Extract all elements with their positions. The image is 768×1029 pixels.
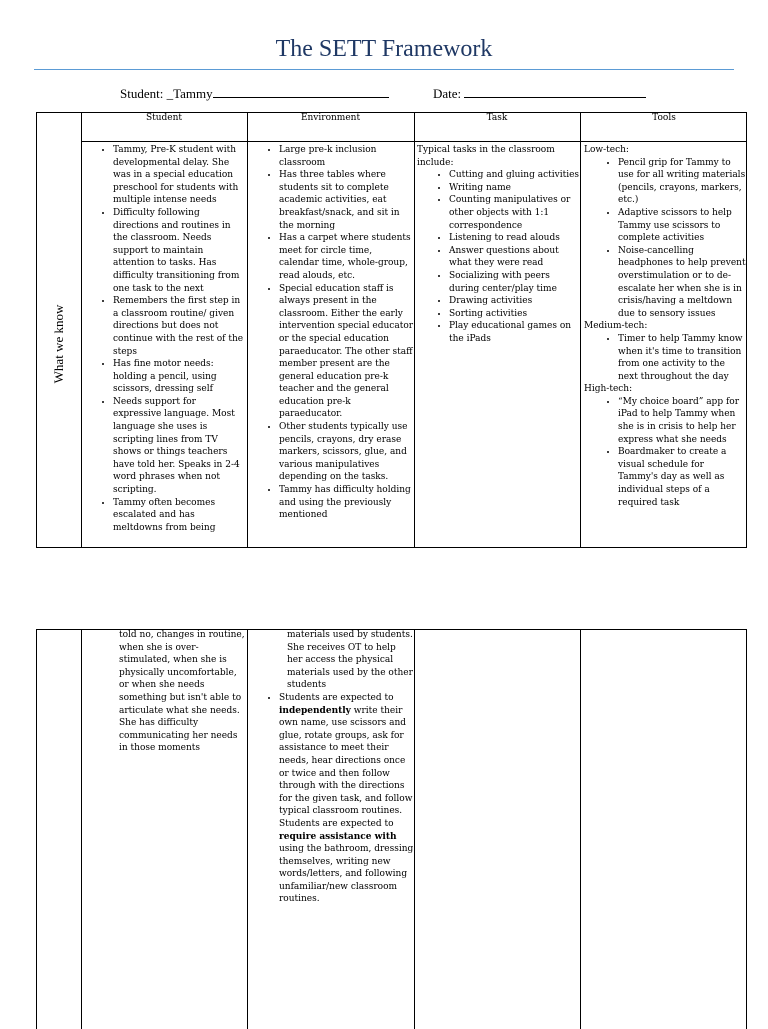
list-item: • “My choice board” app for iPad to help Tammy when she is in crisis to help her express what she needs bbox=[618, 396, 746, 446]
list-item: • Tammy has difficulty holding and using the previously mentioned bbox=[279, 484, 414, 522]
tools-cell bbox=[584, 144, 746, 547]
task-list bbox=[417, 169, 580, 345]
list-item: • Sorting activities bbox=[449, 308, 580, 321]
student-list bbox=[87, 144, 247, 534]
list-item: • Answer questions about what they were read bbox=[449, 245, 580, 270]
list-item: • Writing name bbox=[449, 182, 580, 195]
date-field bbox=[433, 85, 646, 102]
list-item: • Students are expected to independently write their own name, use scissors and glue, rotate groups, ask for assistance to meet their needs, hear directions once or twice and then follow through with the directions for the given task, and follow typical classroom routines. Students are expected to require assistance with using the bathroom, dressing themselves, writing new words/letters, and following unfamiliar/new classroom routines. bbox=[279, 692, 414, 906]
list-item: • Timer to help Tammy know when it's time to transition from one activity to the next throughout the day bbox=[618, 333, 746, 383]
list-item: • Adaptive scissors to help Tammy use scissors to complete activities bbox=[618, 207, 746, 245]
header-task: Task bbox=[486, 113, 508, 123]
list-item: • Cutting and gluing activities bbox=[449, 169, 580, 182]
list-item: • Special education staff is always present in the classroom. Either the early intervention special educator or the special education paraeducator. The other staff member present are the general education pre-k teacher and the general education pre-k paraeducator. bbox=[279, 283, 414, 422]
environment-continued-cell bbox=[253, 629, 414, 1019]
list-item: • Boardmaker to create a visual schedule for Tammy's day as well as individual steps of a required task bbox=[618, 446, 746, 509]
list-item: • Tammy, Pre-K student with developmental delay. She was in a special education preschool for students with multiple intense needs bbox=[113, 144, 247, 207]
tools-medium-list bbox=[584, 333, 746, 383]
row-label: What we know bbox=[51, 304, 66, 384]
bold-require-assistance: require assistance with bbox=[279, 831, 397, 842]
student-continued-cell bbox=[119, 629, 245, 1019]
list-item: • Large pre-k inclusion classroom bbox=[279, 144, 414, 169]
list-item: • Difficulty following directions and routines in the classroom. Needs support to maintain attention to tasks. Has difficulty transitioning from one task to the next bbox=[113, 207, 247, 295]
date-label: Date: bbox=[433, 86, 462, 101]
environment-cell bbox=[253, 144, 414, 547]
tools-high-list bbox=[584, 396, 746, 509]
sett-table-part2 bbox=[36, 629, 747, 1029]
header-student: Student bbox=[145, 113, 183, 123]
list-item: • Remembers the first step in a classroom routine/ given directions but does not continue with the rest of the steps bbox=[113, 295, 247, 358]
sett-table-part1 bbox=[36, 112, 747, 548]
task-cell bbox=[417, 144, 580, 547]
environment-list bbox=[253, 144, 414, 522]
list-item: • Tammy often becomes escalated and has meltdowns from being bbox=[113, 497, 247, 535]
header-environment: Environment bbox=[300, 113, 361, 123]
header-tools: Tools bbox=[652, 113, 676, 123]
list-item: • Listening to read alouds bbox=[449, 232, 580, 245]
list-item: • Has a carpet where students meet for circle time, calendar time, whole-group, read alouds, etc. bbox=[279, 232, 414, 282]
tools-medium-label: Medium-tech: bbox=[584, 321, 648, 332]
student-cell bbox=[87, 144, 247, 547]
environment-continued-text: materials used by students. She receives OT to help her access the physical materials used by the other students bbox=[287, 630, 413, 691]
list-item: • Counting manipulatives or other objects with 1:1 correspondence bbox=[449, 194, 580, 232]
row-label-cell bbox=[37, 141, 81, 547]
list-item: • Socializing with peers during center/play time bbox=[449, 270, 580, 295]
tools-high-label: High-tech: bbox=[584, 384, 633, 395]
student-continued-text: told no, changes in routine, when she is over-stimulated, when she is physically uncomfortable, or when she needs something but isn't able to articulate what she needs. She has difficulty communicating her needs in those moments bbox=[119, 630, 245, 754]
student-label: Student: bbox=[120, 86, 164, 101]
list-item: • Has fine motor needs: holding a pencil, using scissors, dressing self bbox=[113, 358, 247, 396]
list-item: • Drawing activities bbox=[449, 295, 580, 308]
task-intro: Typical tasks in the classroom include: bbox=[417, 145, 555, 168]
list-item: • Noise-cancelling headphones to help prevent overstimulation or to de-escalate her when she is in crisis/having a meltdown due to sensory issues bbox=[618, 245, 746, 321]
student-underline bbox=[213, 85, 389, 98]
student-value: _Tammy bbox=[166, 86, 213, 101]
list-item: • Needs support for expressive language. Most language she uses is scripting lines from TV shows or things teachers have told her. Speaks in 2-4 word phrases when not scripting. bbox=[113, 396, 247, 497]
list-item: • Has three tables where students sit to complete academic activities, eat breakfast/snack, and sit in the morning bbox=[279, 169, 414, 232]
page-title: The SETT Framework bbox=[275, 36, 493, 62]
environment-continued-list bbox=[253, 692, 414, 906]
date-underline bbox=[464, 85, 646, 98]
list-item: • Pencil grip for Tammy to use for all writing materials (pencils, crayons, markers, etc.) bbox=[618, 157, 746, 207]
bold-independently: independently bbox=[279, 705, 351, 716]
title-divider bbox=[34, 69, 734, 70]
tools-low-label: Low-tech: bbox=[584, 145, 629, 155]
student-field bbox=[120, 85, 389, 102]
list-item: • Other students typically use pencils, crayons, dry erase markers, scissors, glue, and various manipulatives depending on the tasks. bbox=[279, 421, 414, 484]
tools-low-list bbox=[584, 157, 746, 321]
list-item: • Play educational games on the iPads bbox=[449, 320, 580, 345]
